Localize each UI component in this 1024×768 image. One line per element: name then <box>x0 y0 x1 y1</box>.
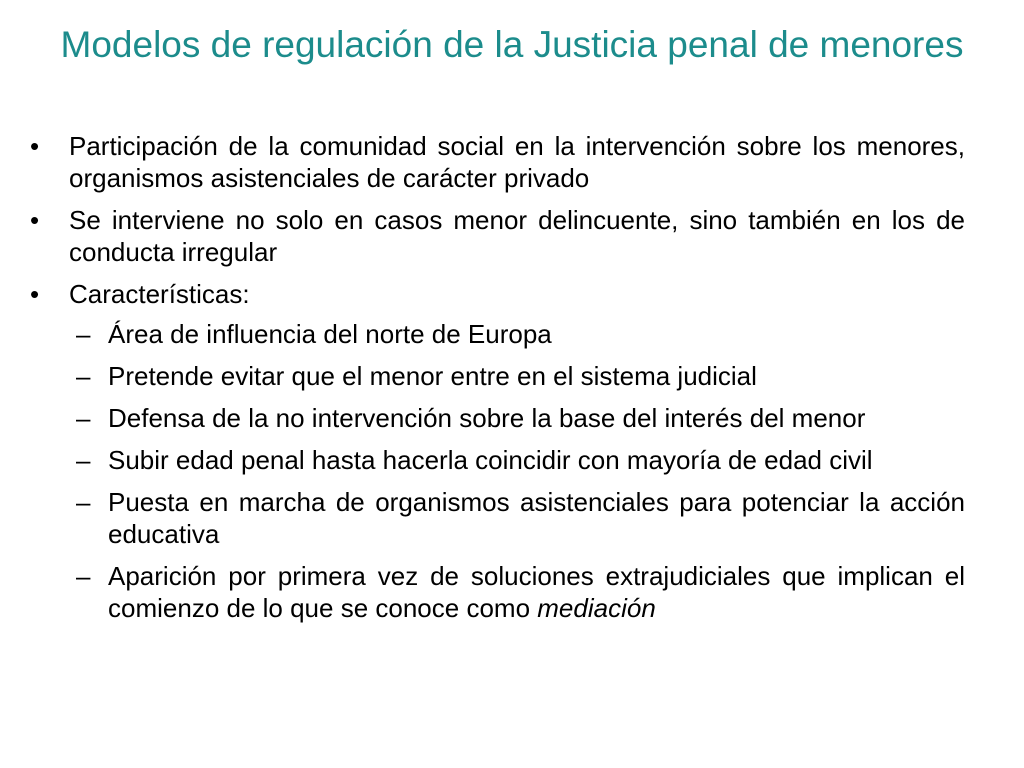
sub-bullet-text: Área de influencia del norte de Europa <box>108 319 552 349</box>
sub-bullet-text <box>108 561 965 623</box>
sub-bullet-text: Puesta en marcha de organismos asistenciales para potenciar la acción educativa <box>108 487 965 549</box>
sub-bullet-item <box>61 318 965 350</box>
sub-bullet-text: Defensa de la no intervención sobre la base del interés del menor <box>108 403 866 433</box>
dash-icon: – <box>76 445 91 475</box>
dash-icon: – <box>76 403 91 433</box>
bullet-text: Características: <box>69 279 250 309</box>
bullet-icon: • <box>30 205 40 235</box>
dash-icon: – <box>76 319 91 349</box>
sub-bullet-item <box>61 360 965 392</box>
sub-bullet-item <box>61 486 965 550</box>
sub-bullet-item <box>61 402 965 434</box>
bullet-text: Se interviene no solo en casos menor delincuente, sino también en los de conducta irregular <box>69 205 965 267</box>
sub-bullet-text-main: Aparición por primera vez de soluciones extrajudiciales que implican el comienzo de lo que se conoce como <box>108 561 965 623</box>
bullet-icon: • <box>30 131 40 161</box>
sub-bullet-item <box>61 560 965 624</box>
bullet-icon: • <box>30 279 40 309</box>
sub-bullet-list <box>69 318 965 624</box>
emphasis-text: mediación <box>537 593 656 623</box>
bullet-list <box>30 130 965 634</box>
sub-bullet-item <box>61 444 965 476</box>
bullet-item <box>30 130 965 194</box>
sub-bullet-text: Pretende evitar que el menor entre en el sistema judicial <box>108 361 757 391</box>
sub-bullet-text: Subir edad penal hasta hacerla coincidir con mayoría de edad civil <box>108 445 873 475</box>
bullet-text: Participación de la comunidad social en la intervención sobre los menores, organismos asistenciales de carácter privado <box>69 131 965 193</box>
slide-title: Modelos de regulación de la Justicia penal de menores <box>60 24 964 65</box>
dash-icon: – <box>76 487 91 517</box>
bullet-item <box>30 204 965 268</box>
dash-icon: – <box>76 361 91 391</box>
dash-icon: – <box>76 561 91 591</box>
bullet-item <box>30 278 965 624</box>
